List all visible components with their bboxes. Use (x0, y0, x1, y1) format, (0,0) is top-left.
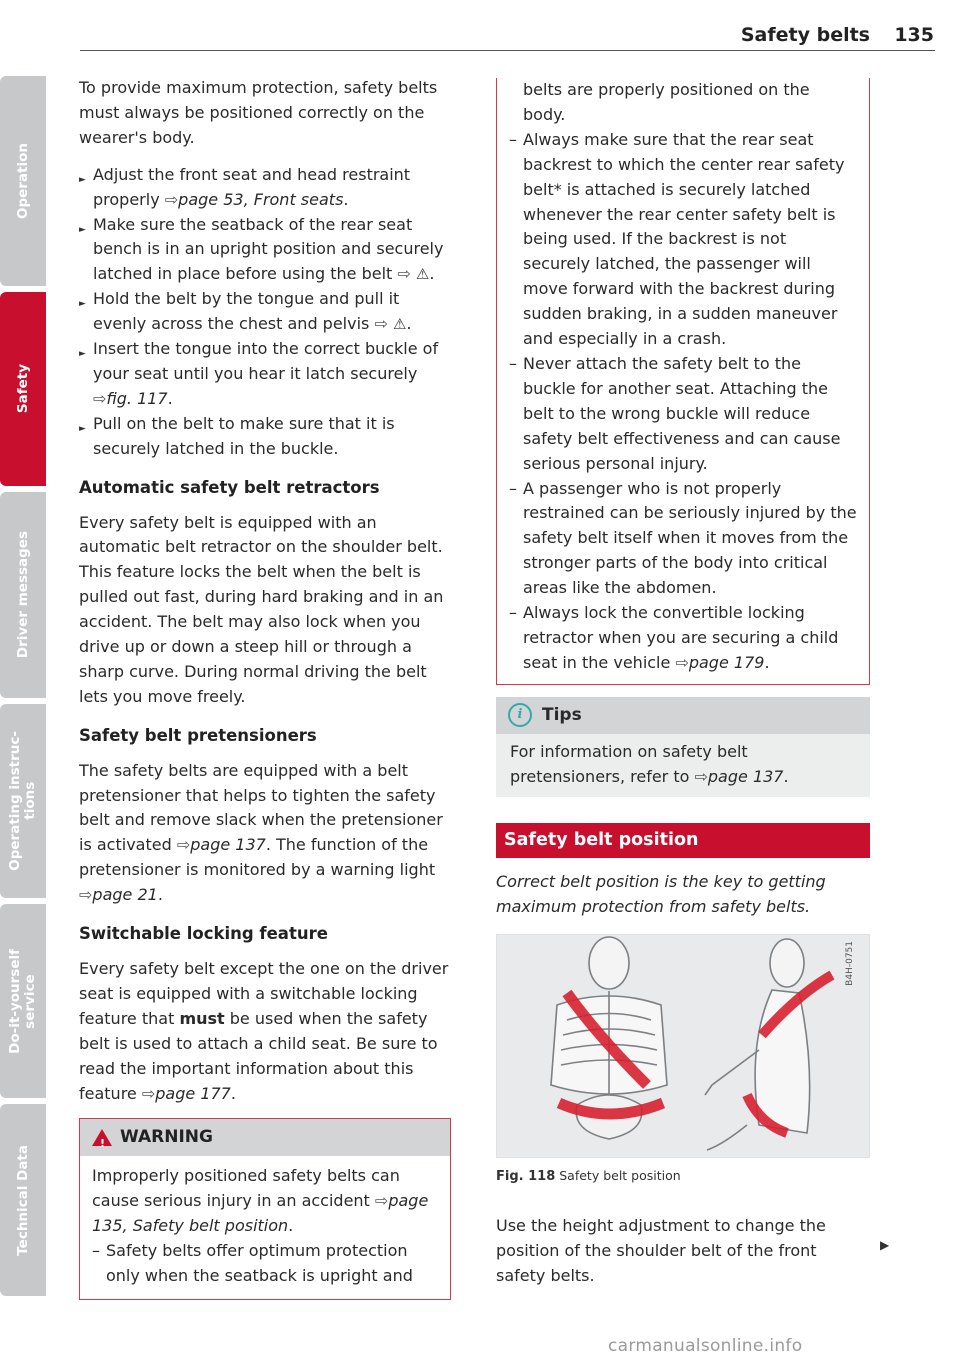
arrow-ref-icon: ⇨ (694, 766, 708, 786)
page-ref-link[interactable]: page 179 (688, 652, 765, 672)
bullet-item: ► Make sure the seatback of the rear seat bench is in an upright position and securely latched in place before using the belt ⇨ ⚠. (79, 213, 451, 288)
arrow-ref-icon: ⇨ (79, 885, 93, 905)
page-ref-link[interactable]: page 53, Front seats (178, 189, 344, 209)
tab-operation[interactable]: Operation (0, 76, 46, 286)
warning-body (80, 1156, 450, 1299)
right-column (496, 78, 870, 1301)
heading-switchable: Switchable locking feature (79, 924, 328, 944)
figure-illustration (497, 935, 869, 1157)
page-header-title: Safety belts (740, 24, 870, 46)
arrow-ref-icon: ⇨ (675, 652, 689, 672)
page-ref-link[interactable]: page 137 (707, 766, 784, 786)
figure-caption: Fig. 118 Safety belt position (496, 1168, 681, 1185)
tips-title: Tips (542, 704, 582, 725)
section-intro: Correct belt position is the key to getting maximum protection from safety belts. (496, 872, 826, 917)
page-ref-link[interactable]: page 135, Safety belt position (92, 1191, 429, 1236)
figure-label: Fig. 118 (496, 1169, 556, 1185)
paragraph-retractors: Every safety belt is equipped with an automatic belt retractor on the shoulder belt. This feature locks the belt when the belt is pulled out fast, during hard braking and in an accident. The belt may also lock when you drive up or down a steep hill or through a sharp curve. During normal driving the belt lets you move freely. (79, 512, 444, 706)
figure-code: B4H-0751 (845, 941, 856, 987)
header-rule (80, 50, 935, 51)
warning-text: Improperly positioned safety belts can cause serious injury in an accident ⇨page 135, Safety belt position. (92, 1166, 429, 1236)
warning-dash-item: – Safety belts offer optimum protection only when the seatback is upright and (92, 1239, 438, 1289)
warning-dash-item: – Never attach the safety belt to the buckle for another seat. Attaching the belt to the wrong buckle will reduce safety belt effectiveness and can cause serious personal injury. (509, 352, 857, 477)
paragraph-height-adjustment: Use the height adjustment to change the position of the shoulder belt of the front safety belts. (496, 1216, 826, 1285)
arrow-ref-icon: ⇨ (164, 189, 179, 209)
tab-do-it-yourself-service[interactable]: Do-it-yourself service (0, 904, 46, 1098)
warning-title: WARNING (120, 1127, 213, 1148)
page-number: 135 (894, 24, 934, 46)
warning-dash-item: – A passenger who is not properly restrained can be seriously injured by the safety belt itself when it moves from the stronger parts of the body into critical areas like the abdomen. (509, 477, 857, 602)
left-column (79, 76, 451, 1300)
warning-triangle-icon[interactable]: ⚠ (415, 265, 430, 284)
page-ref-link[interactable]: page 137 (190, 835, 266, 855)
bullet-item: ► Hold the belt by the tongue and pull it evenly across the chest and pelvis ⇨ ⚠. (79, 287, 451, 337)
arrow-ref-icon: ⇨ (374, 1191, 389, 1211)
page-ref-link[interactable]: page 21 (92, 885, 158, 905)
heading-retractors: Automatic safety belt retractors (79, 477, 380, 497)
arrow-ref-icon: ⇨ (93, 388, 107, 408)
warning-triangle-icon[interactable]: ⚠ (392, 315, 407, 334)
arrow-ref-icon: ⇨ (374, 314, 388, 334)
warning-continued-text: belts are properly positioned on the body. (523, 80, 810, 124)
paragraph-pretensioners: The safety belts are equipped with a belt pretensioner that helps to tighten the safety belt and remove slack when the pretensioner is activated ⇨page 137. The function of the pretensioner is monitored by a warning light ⇨page 21. (79, 760, 443, 905)
figure-ref-link[interactable]: fig. 117 (106, 388, 168, 408)
tab-technical-data[interactable]: Technical Data (0, 1104, 46, 1296)
bullet-item: ► Insert the tongue into the correct buckle of your seat until you hear it latch securely ⇨fig. 117. (79, 337, 451, 412)
tab-operating-instructions[interactable]: Operating instruc- tions (0, 704, 46, 898)
section-title-bar: Safety belt position (496, 823, 870, 858)
tips-header (496, 697, 870, 734)
warning-triangle-icon: ! (92, 1129, 112, 1146)
continued-arrow-icon: ▶ (880, 1238, 890, 1252)
tab-driver-messages[interactable]: Driver messages (0, 492, 46, 698)
bullet-item: ► Pull on the belt to make sure that it is securely latched in the buckle. (79, 412, 451, 462)
tips-body: For information on safety belt pretensioners, refer to ⇨page 137. (510, 741, 789, 786)
paragraph-switchable: Every safety belt except the one on the driver seat is equipped with a switchable locking feature that must be used when the safety belt is used to attach a child seat. Be sure to read the important information about this feature ⇨page 177. (79, 959, 449, 1103)
warning-dash-item: – Always lock the convertible locking retractor when you are securing a child seat in the vehicle ⇨page 179. (509, 601, 857, 676)
arrow-ref-icon: ⇨ (397, 264, 411, 284)
warning-box-continued (496, 78, 870, 685)
warning-dash-item: – Always make sure that the rear seat backrest to which the center rear safety belt* is attached is securely latched whenever the rear center safety belt is being used. If the backrest is not securely latched, the passenger will move forward with the backrest during sudden braking, in a sudden maneuver and especially in a crash. (509, 128, 857, 352)
figure-safety-belt-position (496, 934, 870, 1158)
heading-pretensioners: Safety belt pretensioners (79, 725, 317, 745)
warning-box (79, 1118, 451, 1299)
watermark-text: carmanualsonline.info (608, 1336, 803, 1356)
arrow-ref-icon: ⇨ (141, 1083, 156, 1103)
info-icon: i (508, 703, 532, 727)
intro-paragraph: To provide maximum protection, safety belts must always be positioned correctly on the wearer's body. (79, 78, 438, 147)
tab-safety[interactable]: Safety (0, 292, 46, 486)
bullet-item: ► Adjust the front seat and head restraint properly ⇨page 53, Front seats. (79, 163, 451, 213)
page-ref-link[interactable]: page 177 (155, 1083, 231, 1103)
arrow-ref-icon: ⇨ (176, 835, 191, 855)
warning-header (80, 1119, 450, 1156)
bullet-list (79, 163, 451, 462)
tips-box (496, 697, 870, 798)
